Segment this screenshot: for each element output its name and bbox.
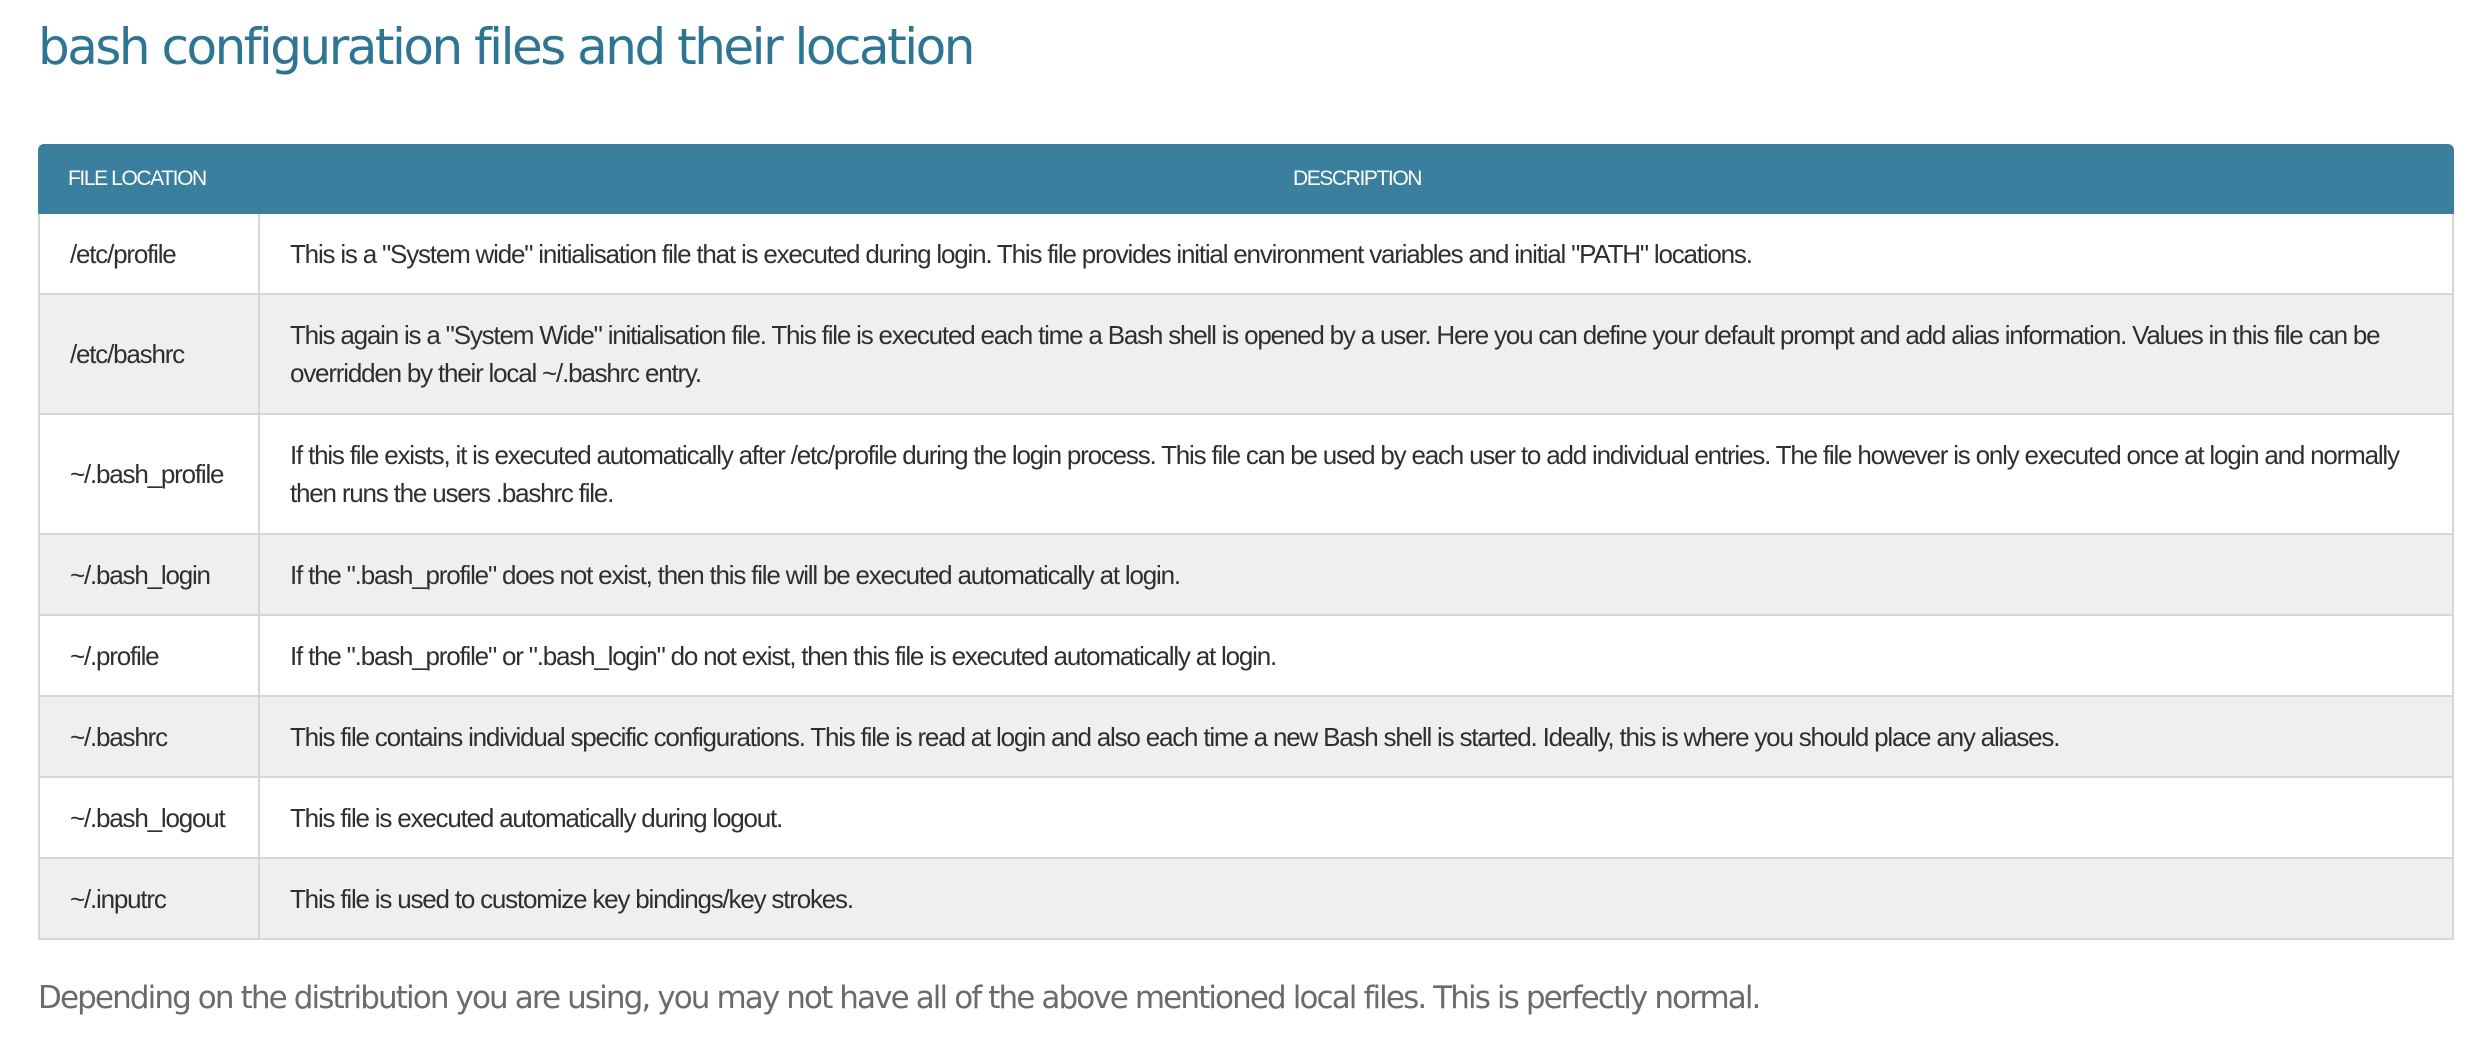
table-row [38,778,2454,859]
description-cell: This is a "System wide" initialisation file that is executed during login. This file provides initial environment variables and initial "PATH" locations. [260,214,2454,295]
description-cell: This file contains individual specific configurations. This file is read at login and also each time a new Bash shell is started. Ideally, this is where you should place any aliases. [260,697,2454,778]
file-location-cell: ~/.bash_profile [38,415,260,535]
file-location-cell: /etc/bashrc [38,295,260,415]
table-row [38,415,2454,535]
header-row [38,144,2454,214]
description-cell: This file is executed automatically during logout. [260,778,2454,859]
table-row [38,697,2454,778]
table-row [38,295,2454,415]
config-files-table [38,144,2454,940]
table-body [38,214,2454,940]
description-cell: If the ".bash_profile" or ".bash_login" do not exist, then this file is executed automatically at login. [260,616,2454,697]
description-cell: This file is used to customize key bindings/key strokes. [260,859,2454,940]
description-cell: If the ".bash_profile" does not exist, then this file will be executed automatically at login. [260,535,2454,616]
column-header-description: DESCRIPTION [260,144,2454,214]
file-location-cell: /etc/profile [38,214,260,295]
description-cell: This again is a "System Wide" initialisation file. This file is executed each time a Bash shell is opened by a user. Here you can define your default prompt and add alias information. Values in this file can be overridden by their local ~/.bashrc entry. [260,295,2454,415]
table-header [38,144,2454,214]
file-location-cell: ~/.bash_logout [38,778,260,859]
description-cell: If this file exists, it is executed automatically after /etc/profile during the login process. This file can be used by each user to add individual entries. The file however is only executed once at login and normally then runs the users .bashrc file. [260,415,2454,535]
file-location-cell: ~/.profile [38,616,260,697]
table-row [38,859,2454,940]
column-header-file-location: FILE LOCATION [38,144,260,214]
table-row [38,616,2454,697]
file-location-cell: ~/.inputrc [38,859,260,940]
page-title: bash configuration files and their location [38,18,973,76]
table-row [38,214,2454,295]
footer-note: Depending on the distribution you are using, you may not have all of the above mentioned local files. This is perfectly normal. [38,980,1760,1016]
file-location-cell: ~/.bash_login [38,535,260,616]
table-row [38,535,2454,616]
file-location-cell: ~/.bashrc [38,697,260,778]
